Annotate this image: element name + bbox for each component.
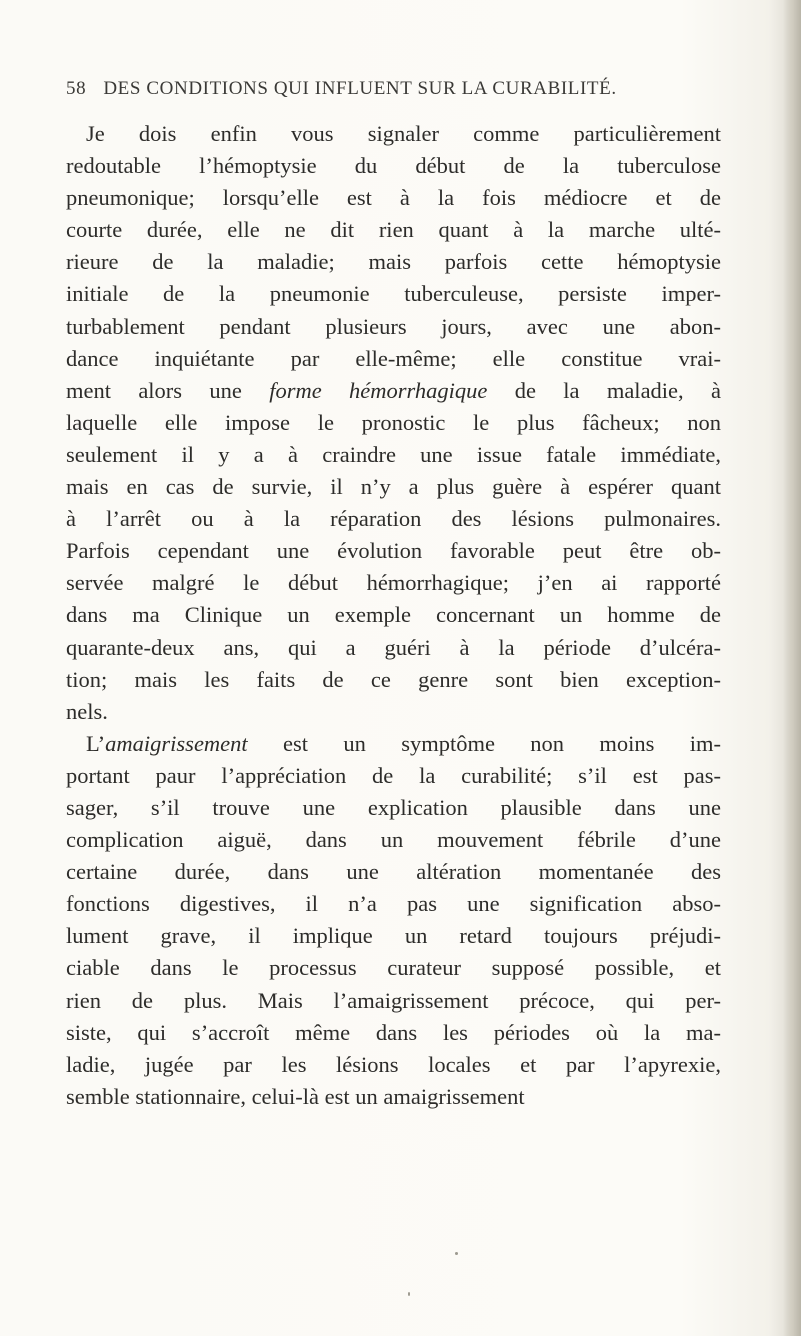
text-line: pneumonique; lorsqu’elle est à la fois médiocre et de [66, 185, 721, 211]
running-title: DES CONDITIONS QUI INFLUENT SUR LA CURABILITÉ. [103, 78, 617, 99]
text-line: rieure de la maladie; mais parfois cette hémoptysie [66, 249, 721, 275]
text-line: quarante-deux ans, qui a guéri à la période d’ulcéra- [66, 634, 721, 660]
text-line: certaine durée, dans une altération momentanée des [66, 859, 721, 885]
text-line: mais en cas de survie, il n’y a plus guère à espérer quant [66, 474, 721, 500]
text-line: courte durée, elle ne dit rien quant à la marche ulté- [66, 217, 721, 243]
text-line: seulement il y a à craindre une issue fatale immédiate, [66, 441, 721, 467]
text-line: L’amaigrissement est un symptôme non moins im- [86, 730, 721, 756]
text-line: nels. [66, 698, 108, 724]
text-line: initiale de la pneumonie tuberculeuse, persiste imper- [66, 281, 721, 307]
text-line: à l’arrêt ou à la réparation des lésions pulmonaires. [66, 506, 721, 532]
emphasis: forme hémorrhagique [269, 377, 488, 403]
text-line: redoutable l’hémoptysie du début de la tuberculose [66, 153, 721, 179]
text-line: ladie, jugée par les lésions locales et par l’apyrexie, [66, 1051, 721, 1077]
text-line: ciable dans le processus curateur supposé possible, et [66, 955, 721, 981]
body-text [66, 118, 721, 1113]
page-edge-shadow [783, 0, 801, 1336]
text-line: servée malgré le début hémorrhagique; j’en ai rapporté [66, 570, 721, 596]
text-line: ment alors une forme hémorrhagique de la maladie, à [66, 377, 721, 403]
text-line: turbablement pendant plusieurs jours, avec une abon- [66, 313, 721, 339]
text-line: dans ma Clinique un exemple concernant un homme de [66, 602, 721, 628]
text-line: fonctions digestives, il n’a pas une signification abso- [66, 891, 721, 917]
text-line: siste, qui s’accroît même dans les périodes où la ma- [66, 1019, 721, 1045]
text-line: rien de plus. Mais l’amaigrissement précoce, qui per- [66, 987, 721, 1013]
text-line: complication aiguë, dans un mouvement fébrile d’une [66, 827, 721, 853]
paragraph [66, 118, 721, 728]
running-head [66, 78, 666, 100]
text-line: portant paur l’appréciation de la curabilité; s’il est pas- [66, 762, 721, 788]
emphasis: amaigrissement [105, 730, 248, 756]
paragraph [66, 728, 721, 1113]
paper-speck [455, 1252, 458, 1255]
text-line: laquelle elle impose le pronostic le plus fâcheux; non [66, 409, 721, 435]
text-line: semble stationnaire, celui-là est un amaigrissement [66, 1083, 525, 1109]
text-line: lument grave, il implique un retard toujours préjudi- [66, 923, 721, 949]
text-line: sager, s’il trouve une explication plausible dans une [66, 794, 721, 820]
text-line: Je dois enfin vous signaler comme particulièrement [86, 121, 721, 146]
text-line: dance inquiétante par elle-même; elle constitue vrai- [66, 345, 721, 371]
paper-speck [408, 1292, 410, 1296]
page-number: 58 [66, 78, 87, 99]
text-line: tion; mais les faits de ce genre sont bien exception- [66, 666, 721, 692]
text-line: Parfois cependant une évolution favorable peut être ob- [66, 538, 721, 564]
